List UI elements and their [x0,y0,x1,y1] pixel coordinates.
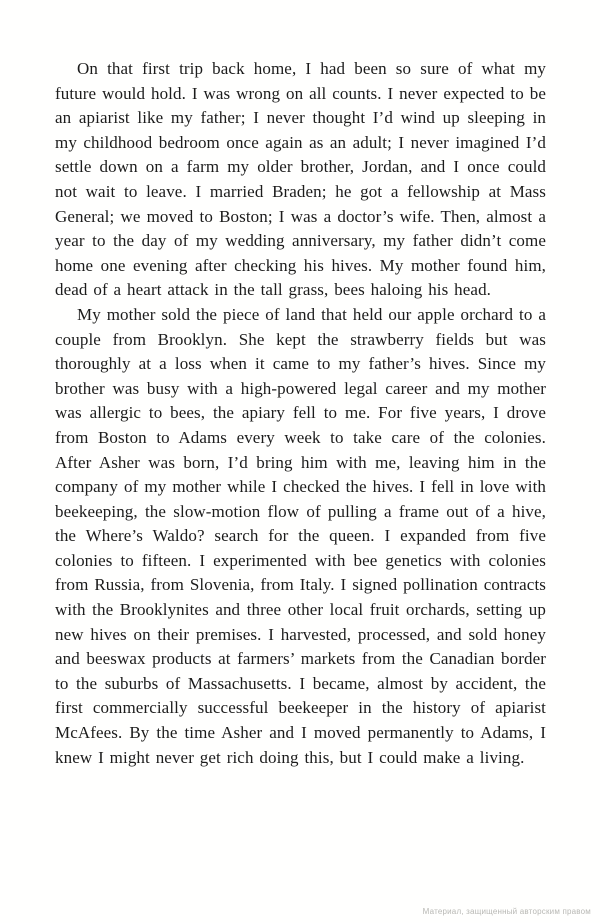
paragraph: On that first trip back home, I had been so sure of what my future would hold. I was wrong on all counts. I never expected to be an apiarist like my father; I never thought I’d wind up sleeping in my childhood bedroom once again as an adult; I never imagined I’d settle down on a farm my older brother, Jordan, and I once could not wait to leave. I married Braden; he got a fellowship at Mass General; we moved to Boston; I was a doctor’s wife. Then, almost a year to the day of my wedding anniversary, my father didn’t come home one evening after checking his hives. My mother found him, dead of a heart attack in the tall grass, bees haloing his head. [55,59,546,300]
paragraph: My mother sold the piece of land that held our apple orchard to a couple from Brooklyn. She kept the strawberry fields but was thoroughly at a loss when it came to my father’s hives. Since my brother was busy with a high-powered legal career and my mother was allergic to bees, the apiary fell to me. For five years, I drove from Boston to Adams every week to take care of the colonies. After Asher was born, I’d bring him with me, leaving him in the company of my mother while I checked the hives. I fell in love with beekeeping, the slow-motion flow of pulling a frame out of a hive, the Where’s Waldo? search for the queen. I expanded from five colonies to fifteen. I experimented with bee genetics with colonies from Russia, from Slovenia, from Italy. I signed pollination contracts with the Brooklynites and three other local fruit orchards, setting up new hives on their premises. I harvested, processed, and sold honey and beeswax products at farmers’ markets from the Canadian border to the suburbs of Massachusetts. I became, almost by accident, the first commercially successful beekeeper in the history of apiarist McAfees. By the time Asher and I moved permanently to Adams, I knew I might never get rich doing this, but I could make a living. [55,304,546,767]
text-column [55,57,546,770]
copyright-watermark: Материал, защищенный авторским правом [422,907,591,916]
